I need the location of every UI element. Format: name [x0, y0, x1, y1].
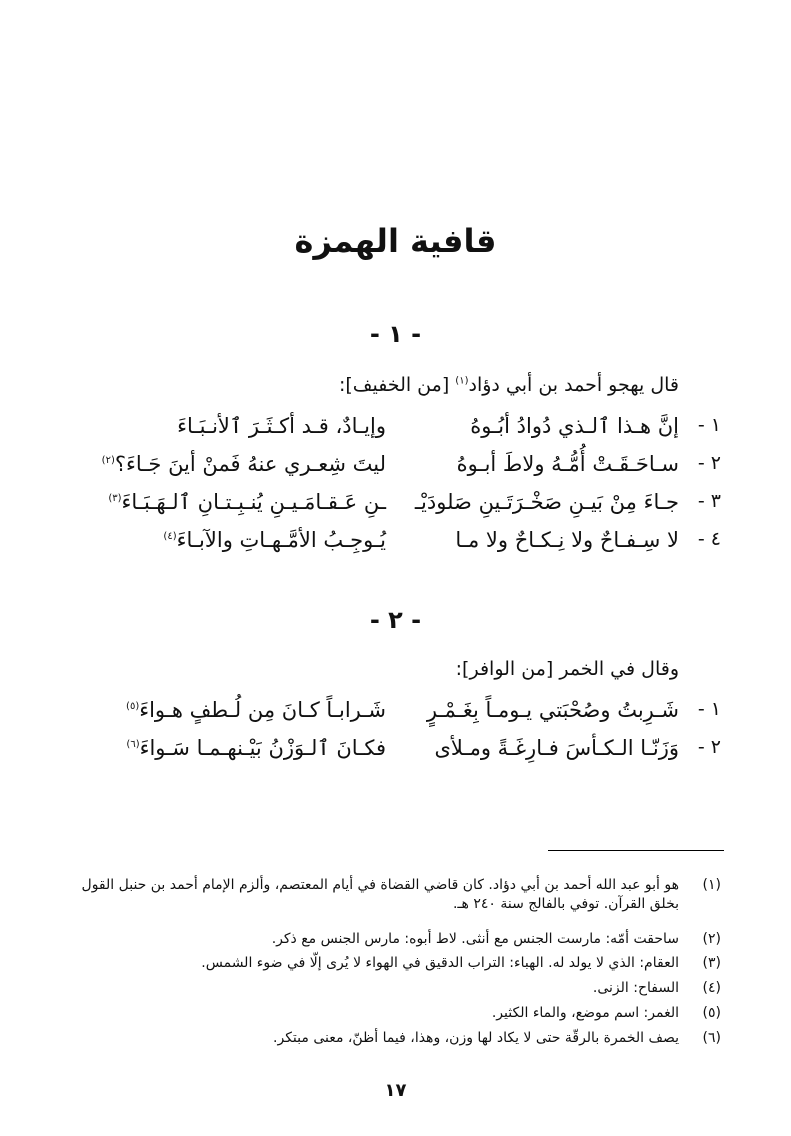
footnote-text: ساحقت أمّه: مارست الجنس مع أنثى. لاط أبوه: مارس الجنس مع ذكر.: [271, 931, 679, 947]
verse-second-hemistich: [61, 528, 386, 552]
footnote-number: (٦): [702, 1030, 721, 1046]
footnote-text: الغمر: اسم موضع، والماء الكثير.: [491, 1005, 679, 1021]
footnote: [61, 1029, 721, 1048]
footnote-number: (٤): [702, 980, 721, 996]
verse-number: ٣ -: [697, 490, 721, 512]
page-number: ١٧: [384, 1080, 407, 1101]
footnote-text: العقام: الذي لا يولد له. الهباء: التراب الدقيق في الهواء لا يُرى إلّا في ضوء الشمس.: [201, 955, 679, 971]
verse-first-hemistich: جـاءَ مِنْ بَيـنِ صَخْـرَتَـينِ صَلودَيْـ: [414, 490, 679, 514]
verse-second-text: ـنِ عَـقـامَـيـنِ يُنـبِـتـانِ ٱلـهَـبَـاءَ: [121, 490, 386, 514]
poem-number: - ١ -: [369, 320, 422, 348]
poem-meter: [من الخفيف]:: [338, 374, 450, 396]
verse-second-hemistich: [61, 736, 386, 760]
verse-first-hemistich: وَزَنّـا الـكـأسَ فـارِغَـةً ومـلأى: [434, 736, 679, 760]
poem-intro: [456, 658, 679, 680]
footnote: [61, 930, 721, 949]
verse-second-hemistich: [61, 452, 386, 476]
poem-meter: [من الوافر]:: [455, 658, 554, 680]
verse-second-text: وإيـادٌ، قـد أكـثَـرَ ٱلأنـبَـاءَ: [177, 414, 386, 438]
verse-first-hemistich: لا سِـفـاحٌ ولا نِـكـاحٌ ولا مـا: [455, 528, 679, 552]
verse-first-hemistich: شَـرِبتُ وصُحْبَتي يـومـاً بِغَـمْـرٍ: [426, 698, 679, 722]
verse-first-hemistich: إنَّ هـذا ٱلـذي دُوادُ أبُـوهُ: [470, 414, 679, 438]
verse-number: ٢ -: [697, 736, 721, 758]
footnote-text: هو أبو عبد الله أحمد بن أبي دؤاد. كان قاضي القضاة في أيام المعتصم، وألزم الإمام أحمد بن حنبل القول بخلق القرآن. توفي بالفالج سنة ٢٤٠ هـ.: [81, 877, 679, 912]
footnote-ref: (٦): [126, 739, 140, 750]
footnote-divider: [548, 850, 724, 851]
footnote-ref: (١): [455, 375, 469, 387]
footnote: [61, 954, 721, 973]
verse-line: [61, 698, 721, 734]
footnote-text: السفاح: الزنى.: [592, 980, 679, 996]
footnote-ref: (٤): [163, 531, 177, 542]
chapter-title: قافية الهمزة: [294, 222, 497, 260]
footnote-number: (٥): [702, 1005, 721, 1021]
footnote-ref: (٣): [108, 493, 122, 504]
footnote: [61, 1004, 721, 1023]
footnote-number: (٢): [702, 931, 721, 947]
poem-number: - ٢ -: [369, 606, 422, 634]
verse-second-text: ليتَ شِعـري عنهُ فَمنْ أينَ جَـاءَ؟: [114, 452, 386, 476]
footnote-ref: (٢): [101, 455, 115, 466]
verse-first-hemistich: سـاحَـقَـتْ أُمُّـهُ ولاطَ أبـوهُ: [456, 452, 679, 476]
verse-line: [61, 452, 721, 488]
verse-second-hemistich: [61, 490, 386, 514]
verse-number: ١ -: [697, 698, 721, 720]
verse-second-text: شَـرابـاً كـانَ مِن لُـطفٍ هـواءَ: [139, 698, 386, 722]
footnote-text: يصف الخمرة بالرقّة حتى لا يكاد لها وزن، وهذا، فيما أظنّ، معنى مبتكر.: [273, 1030, 679, 1046]
footnote: [61, 876, 721, 914]
verse-line: [61, 528, 721, 564]
verse-number: ٢ -: [697, 452, 721, 474]
verse-second-hemistich: [61, 698, 386, 722]
footnote-ref: (٥): [126, 701, 140, 712]
poem-intro-text: قال يهجو أحمد بن أبي دؤاد: [468, 374, 679, 396]
verse-second-text: يُـوجِـبُ الأمَّـهـاتِ والآبـاءَ: [176, 528, 386, 552]
footnote: [61, 979, 721, 998]
verse-line: [61, 490, 721, 526]
footnote-number: (٣): [702, 955, 721, 971]
verse-number: ٤ -: [697, 528, 721, 550]
verse-number: ١ -: [697, 414, 721, 436]
verse-line: [61, 414, 721, 450]
verse-line: [61, 736, 721, 772]
verse-second-hemistich: [61, 414, 386, 438]
verse-second-text: فكـانَ ٱلـوَزْنُ بَيْـنهـمـا سَـواءَ: [139, 736, 386, 760]
footnote-number: (١): [702, 877, 721, 893]
poem-intro: [339, 374, 679, 396]
poem-intro-text: وقال في الخمر: [559, 658, 679, 680]
